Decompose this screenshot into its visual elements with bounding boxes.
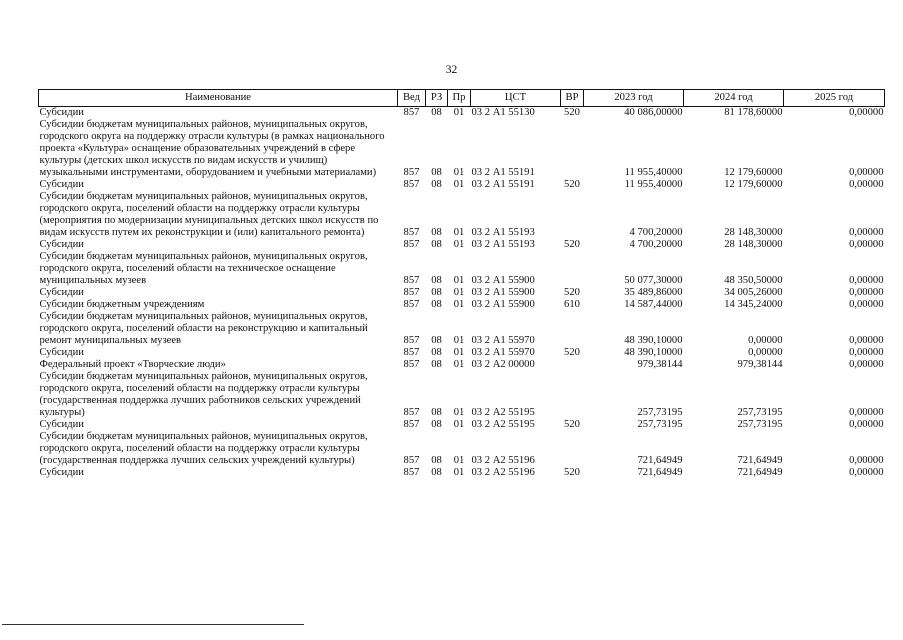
cell-cst: 03 2 А2 55195 — [471, 407, 535, 418]
cell-pr: 01 — [453, 347, 465, 358]
cell-ved: 857 — [403, 107, 420, 118]
cell-cst: 03 2 А1 55193 — [471, 239, 535, 250]
cell-name: Субсидии — [39, 239, 84, 250]
cell-2025: 0,00000 — [849, 227, 884, 238]
cell-cst: 03 2 А1 55900 — [471, 275, 535, 286]
cell-ved: 857 — [403, 239, 420, 250]
cell-vr — [561, 311, 584, 347]
cell-rz: 08 — [431, 275, 442, 286]
cell-2024: 12 179,60000 — [724, 167, 783, 178]
cell-name: Субсидии — [39, 347, 84, 358]
cell-2023: 11 955,40000 — [624, 179, 683, 190]
header-vr: ВР — [561, 90, 584, 107]
cell-vr — [561, 251, 584, 287]
table-row — [39, 467, 885, 479]
cell-pr: 01 — [453, 335, 465, 346]
cell-rz: 08 — [431, 347, 442, 358]
cell-cst: 03 2 А2 55195 — [471, 419, 535, 430]
cell-pr: 01 — [453, 299, 465, 310]
cell-ved: 857 — [403, 227, 420, 238]
cell-2023: 35 489,86000 — [624, 287, 683, 298]
cell-2023: 48 390,10000 — [624, 335, 683, 346]
cell-cst: 03 2 А1 55193 — [471, 227, 535, 238]
cell-ved: 857 — [403, 167, 420, 178]
cell-2025: 0,00000 — [849, 335, 884, 346]
cell-cst: 03 2 А1 55130 — [471, 107, 535, 118]
table-row — [39, 419, 885, 431]
cell-rz: 08 — [431, 359, 442, 370]
table-row — [39, 311, 885, 347]
cell-cst: 03 2 А1 55970 — [471, 335, 535, 346]
cell-2024: 12 179,60000 — [724, 179, 783, 190]
cell-vr: 520 — [564, 347, 580, 358]
cell-2023: 14 587,44000 — [624, 299, 683, 310]
cell-2025: 0,00000 — [849, 287, 884, 298]
cell-2024: 48 350,50000 — [724, 275, 783, 286]
cell-cst: 03 2 А2 55196 — [471, 467, 535, 478]
cell-2024: 0,00000 — [748, 335, 783, 346]
cell-rz: 08 — [431, 299, 442, 310]
table-row — [39, 119, 885, 179]
cell-pr: 01 — [453, 167, 465, 178]
cell-cst: 03 2 А1 55191 — [471, 179, 535, 190]
cell-2023: 721,64949 — [637, 467, 683, 478]
cell-vr — [561, 359, 584, 371]
table-row — [39, 191, 885, 239]
cell-name: Субсидии бюджетам муниципальных районов, муниципальных округов, городского округа, поселений области на поддержку отрасли культуры (мероприятия по модернизации муниципальных детских школ искусств по видам искусств путем их реконструкции и (или) капитального ремонта) — [39, 191, 379, 238]
cell-ved: 857 — [403, 275, 420, 286]
table-row — [39, 287, 885, 299]
cell-rz: 08 — [431, 287, 442, 298]
cell-ved: 857 — [403, 299, 420, 310]
cell-2024: 721,64949 — [737, 455, 783, 466]
cell-vr: 520 — [564, 287, 580, 298]
cell-vr — [561, 371, 584, 419]
cell-name: Субсидии — [39, 419, 84, 430]
cell-2025: 0,00000 — [849, 359, 884, 370]
cell-vr: 520 — [564, 467, 580, 478]
table-row — [39, 347, 885, 359]
table-row — [39, 359, 885, 371]
cell-2024: 979,38144 — [737, 359, 783, 370]
cell-rz: 08 — [431, 467, 442, 478]
cell-name: Субсидии бюджетам муниципальных районов, муниципальных округов, городского округа на поддержку отрасли культуры (в рамках национального проекта «Культура» оснащение образовательных учреждений в сфере культуры (детских школ искусств по видам искусств и училищ) музыкальными инструментами, оборудованием и учебными материалами) — [39, 119, 385, 178]
cell-pr: 01 — [453, 419, 465, 430]
cell-pr: 01 — [453, 275, 465, 286]
cell-2025: 0,00000 — [849, 407, 884, 418]
cell-vr: 520 — [564, 419, 580, 430]
table-row — [39, 107, 885, 120]
cell-2024: 28 148,30000 — [724, 239, 783, 250]
header-pr: Пр — [448, 90, 471, 107]
cell-ved: 857 — [403, 467, 420, 478]
cell-ved: 857 — [403, 407, 420, 418]
cell-name: Субсидии — [39, 287, 84, 298]
cell-ved: 857 — [403, 179, 420, 190]
cell-name: Субсидии — [39, 467, 84, 478]
cell-vr: 610 — [564, 299, 580, 310]
cell-cst: 03 2 А1 55900 — [471, 299, 535, 310]
header-rz: РЗ — [426, 90, 448, 107]
cell-rz: 08 — [431, 107, 442, 118]
cell-vr: 520 — [564, 107, 580, 118]
cell-ved: 857 — [403, 455, 420, 466]
cell-name: Субсидии — [39, 179, 84, 190]
cell-ved: 857 — [403, 287, 420, 298]
cell-name: Субсидии бюджетам муниципальных районов, муниципальных округов, городского округа, поселений области на поддержку отрасли культуры (государственная поддержка лучших работников сельских учреждений культуры) — [39, 371, 368, 418]
cell-pr: 01 — [453, 227, 465, 238]
cell-2024: 14 345,24000 — [724, 299, 783, 310]
cell-cst: 03 2 А1 55970 — [471, 347, 535, 358]
cell-pr: 01 — [453, 239, 465, 250]
cell-ved: 857 — [403, 335, 420, 346]
cell-pr: 01 — [453, 467, 465, 478]
table-row — [39, 299, 885, 311]
cell-2023: 257,73195 — [637, 407, 683, 418]
cell-2024: 257,73195 — [737, 407, 783, 418]
cell-rz: 08 — [431, 407, 442, 418]
cell-2023: 4 700,20000 — [629, 239, 683, 250]
table-row — [39, 431, 885, 467]
cell-rz: 08 — [431, 239, 442, 250]
cell-ved: 857 — [403, 419, 420, 430]
cell-2025: 0,00000 — [849, 419, 884, 430]
cell-ved: 857 — [403, 347, 420, 358]
cell-pr: 01 — [453, 107, 465, 118]
cell-2024: 257,73195 — [737, 419, 783, 430]
page-number: 32 — [445, 64, 458, 76]
cell-name: Федеральный проект «Творческие люди» — [39, 359, 226, 370]
table-row — [39, 251, 885, 287]
cell-2023: 11 955,40000 — [624, 167, 683, 178]
cell-vr — [561, 191, 584, 239]
cell-2024: 34 005,26000 — [724, 287, 783, 298]
cell-2025: 0,00000 — [849, 347, 884, 358]
cell-2025: 0,00000 — [849, 179, 884, 190]
cell-2025: 0,00000 — [849, 239, 884, 250]
cell-2025: 0,00000 — [849, 107, 884, 118]
cell-pr: 01 — [453, 179, 465, 190]
cell-rz: 08 — [431, 419, 442, 430]
cell-2024: 0,00000 — [748, 347, 783, 358]
cell-rz: 08 — [431, 335, 442, 346]
cell-2023: 48 390,10000 — [624, 347, 683, 358]
cell-ved: 857 — [403, 359, 420, 370]
cell-rz: 08 — [431, 455, 442, 466]
cell-2024: 28 148,30000 — [724, 227, 783, 238]
cell-2024: 721,64949 — [737, 467, 783, 478]
cell-vr: 520 — [564, 239, 580, 250]
cell-2023: 40 086,00000 — [624, 107, 683, 118]
cell-name: Субсидии бюджетам муниципальных районов, муниципальных округов, городского округа, поселений области на реконструкцию и капитальный ремонт муниципальных музеев — [39, 311, 368, 346]
footer-rule — [2, 624, 304, 625]
cell-2023: 721,64949 — [637, 455, 683, 466]
cell-2025: 0,00000 — [849, 275, 884, 286]
cell-2025: 0,00000 — [849, 467, 884, 478]
cell-name: Субсидии бюджетам муниципальных районов, муниципальных округов, городского округа, поселений области на техническое оснащение муниципальных музеев — [39, 251, 368, 286]
cell-2023: 4 700,20000 — [629, 227, 683, 238]
cell-vr — [561, 431, 584, 467]
cell-2023: 50 077,30000 — [624, 275, 683, 286]
header-name: Наименование — [39, 90, 398, 107]
cell-cst: 03 2 А1 55191 — [471, 167, 535, 178]
header-cst: ЦСТ — [471, 90, 561, 107]
table-row — [39, 179, 885, 191]
cell-pr: 01 — [453, 407, 465, 418]
cell-2023: 257,73195 — [637, 419, 683, 430]
cell-pr: 01 — [453, 455, 465, 466]
header-2024: 2024 год — [684, 90, 784, 107]
cell-vr — [561, 119, 584, 179]
cell-2025: 0,00000 — [849, 167, 884, 178]
cell-2024: 81 178,60000 — [724, 107, 783, 118]
table-row — [39, 371, 885, 419]
cell-rz: 08 — [431, 227, 442, 238]
table-body — [39, 107, 885, 480]
cell-rz: 08 — [431, 179, 442, 190]
cell-cst: 03 2 А2 55196 — [471, 455, 535, 466]
header-2025: 2025 год — [784, 90, 885, 107]
cell-cst: 03 2 А2 00000 — [471, 359, 535, 370]
cell-name: Субсидии бюджетным учреждениям — [39, 299, 205, 310]
table-header — [39, 90, 885, 107]
budget-table — [38, 89, 885, 479]
cell-name: Субсидии бюджетам муниципальных районов, муниципальных округов, городского округа, поселений области на поддержку отрасли культуры (государственная поддержка лучших сельских учреждений культуры) — [39, 431, 368, 466]
cell-name: Субсидии — [39, 107, 84, 118]
header-2023: 2023 год — [584, 90, 684, 107]
cell-vr: 520 — [564, 179, 580, 190]
cell-pr: 01 — [453, 287, 465, 298]
header-ved: Вед — [398, 90, 426, 107]
cell-2023: 979,38144 — [637, 359, 683, 370]
cell-rz: 08 — [431, 167, 442, 178]
cell-2025: 0,00000 — [849, 455, 884, 466]
cell-cst: 03 2 А1 55900 — [471, 287, 535, 298]
cell-pr: 01 — [453, 359, 465, 370]
cell-2025: 0,00000 — [849, 299, 884, 310]
table-row — [39, 239, 885, 251]
